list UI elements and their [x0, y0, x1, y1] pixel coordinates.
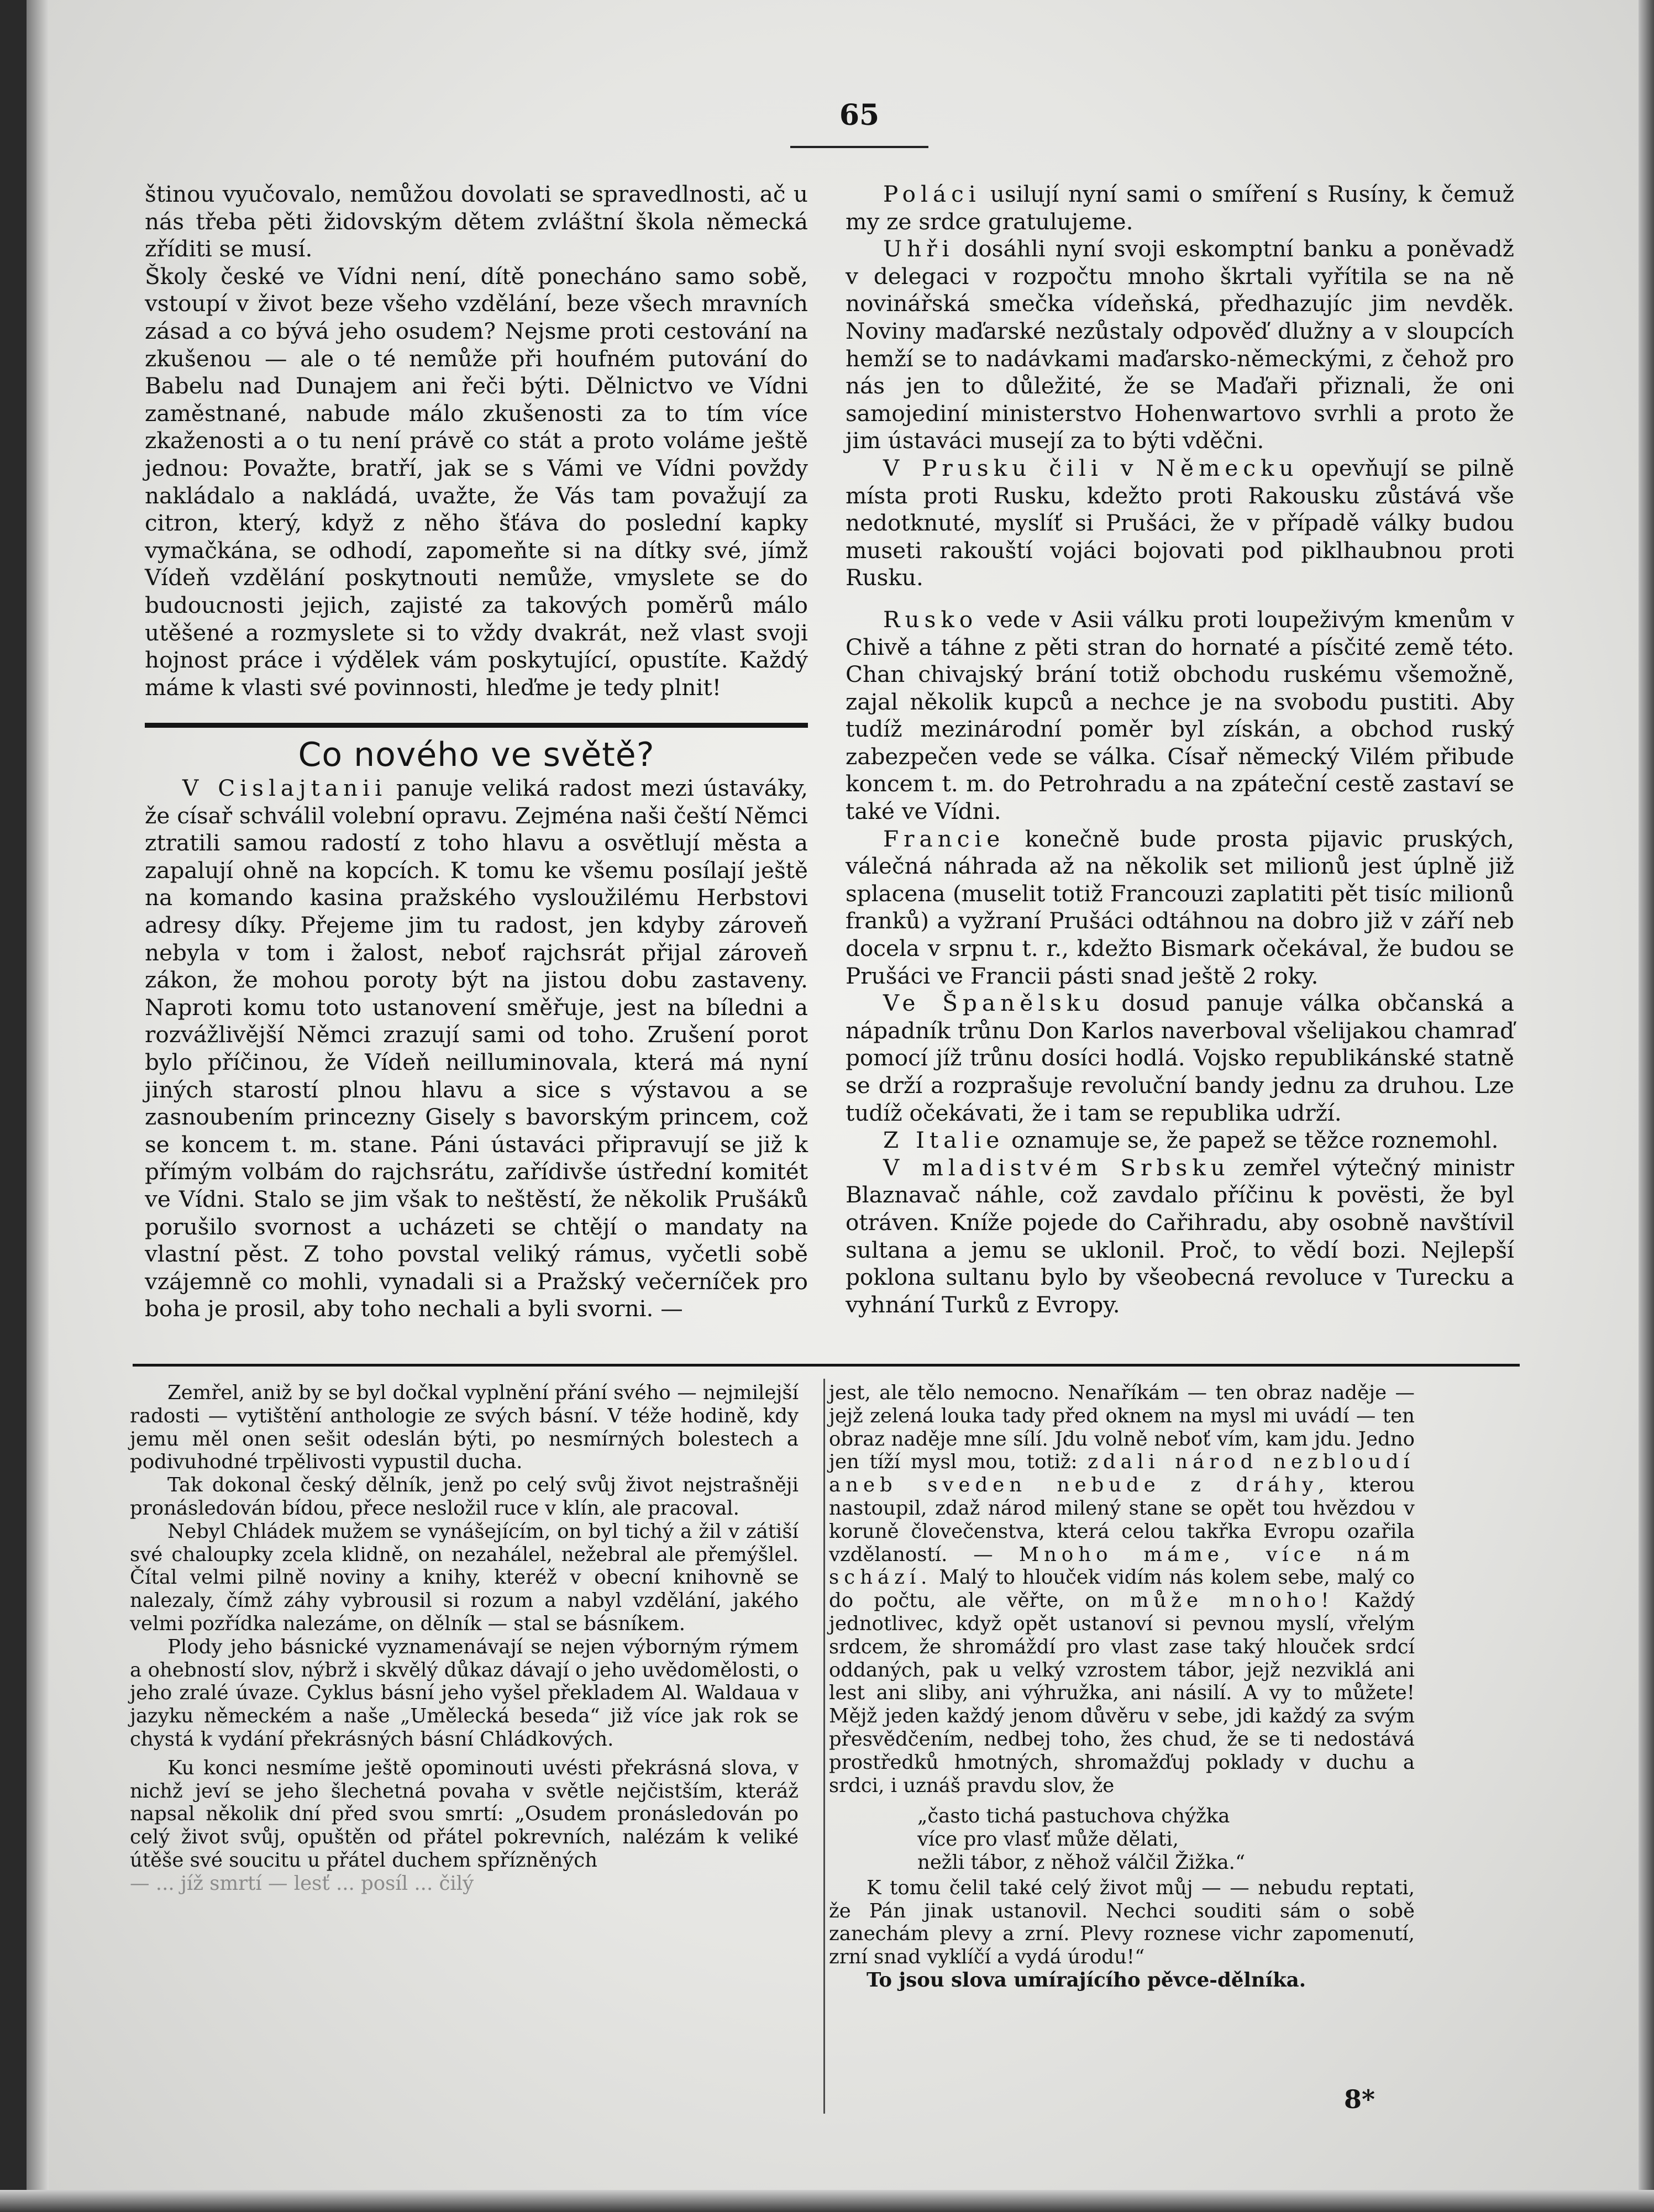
quote-emphasis: Mnoho máme, více nám schází.	[829, 1543, 1415, 1589]
news-item-text: dosud panuje válka občanská a nápadník trůnu Don Karlos naverboval všelijakou chamraď pomocí jíž trůnu dosíci hodlá. Vojsko republikánské statně se drží a rozprašuje revoluční bandy jednu za druhou. Lze tudíž očekávati, že i tam se republika udrží.	[846, 990, 1514, 1126]
news-item-label: V mladistvém Srbsku	[883, 1154, 1230, 1181]
news-item-text: oznamuje se, že papež se těžce roznemohl.	[1004, 1127, 1499, 1154]
poem-quote	[917, 1805, 1415, 1874]
quote-emphasis: může mnoho!	[1130, 1589, 1334, 1612]
news-item-uhri	[846, 235, 1514, 455]
scan-border-left	[0, 0, 27, 2212]
news-item-text: zemřel výtečný ministr Blaznavač náhle, což zavdalo příčinu k povësti, že byl otráven. Kníže pojede do Cařihradu, aby osobně navštívil sultana a jemu se uklonil. Proč, to vědí bozi. Nejlepší poklona sultanu bylo by všeobecná revoluce v Turecku a vyhnání Turků z Evropy.	[846, 1154, 1514, 1318]
obituary-left-column	[130, 1381, 799, 1895]
paragraph: Nebyl Chládek mužem se vynášejícím, on byl tichý a žil v zátiší své chaloupky zcela klidně, on nezahálel, nežebral ale přemýšlel. Čítal velmi pilně noviny a knihy, kteréž v obecní knihovně se nalezaly, čímž záhy vybrousil si rozum a nabyl vzdělání, jakého velmi pozřídka nalezáme, on dělník — stal se básníkem.	[130, 1520, 799, 1635]
paragraph: Školy české ve Vídni není, dítě ponecháno samo sobě, vstoupí v život beze všeho vzdělání, beze všech mravních zásad a co bývá jeho osudem? Nejsme proti cestování na zkušenou — ale o té nemůže při houfném putování do Babelu nad Dunajem ani řeči býti. Dělnictvo ve Vídni zaměstnané, nabude málo zkušenosti za to tím více zkaženosti a o tu není právě co stát a proto voláme ještě jednou: Považte, bratří, jak se s Vámi ve Vídni povždy nakládalo a nakládá, uvažte, že Vás tam považují za citron, který, když z něho šťáva do poslední kapky vymačkána, se odhodí, zapomeňte si na dítky své, jímž Vídeň vzdělání poskytnouti nemůže, vmyslete se do budoucnosti jejich, zajisté za takových poměrů málo utěšené a rozmyslete si to vždy dvakrát, než vlast svoji hojnost práce i výdělek vám poskytující, opustíte. Každý máme k vlasti své povinnosti, hleďme je tedy plnit!	[145, 262, 808, 701]
quote-text: Malý to hlouček vidím nás kolem sebe, malý co do počtu, ale věřte, on	[829, 1566, 1415, 1612]
quote-paragraph	[829, 1381, 1415, 1797]
page-number-rule	[790, 146, 928, 148]
closing-line: To jsou slova umírajícího pěvce-dělníka.	[867, 1968, 1306, 1992]
poem-line: nežli tábor, z něhož válčil Žižka.“	[917, 1851, 1246, 1874]
paragraph: Plody jeho básnické vyznamenávají se nejen výborným rýmem a ohebností slov, nýbrž i skvělý důkaz dávají o jeho uvědomělosti, o jeho zralé úvaze. Cyklus básní jeho vyšel překladem Al. Waldaua v jazyku německém a naše „Umělecká beseda“ již více jak rok se chystá k vydání překrásných básní Chládkových.	[130, 1635, 799, 1751]
news-item-text: dosáhli nyní svoji eskomptní banku a poněvadž v delegaci v rozpočtu mnoho škrtali vyřítila se na ně novinářská smečka vídeňská, předhazujíc jim nevděk. Noviny maďarské nezůstaly odpověď dlužny a v sloupcích hemží se to nadávkami maďarsko-německými, z čehož pro nás jen to důležité, že se Maďaři přiznali, že oni samojediní ministerstvo Hohenwartovo svrhli a proto že jim ústaváci musejí za to býti vděčni.	[846, 235, 1514, 454]
news-item-francie	[846, 826, 1514, 990]
quote-emphasis: zdali národ nezbloudí aneb sveden nebude z dráhy	[829, 1451, 1415, 1497]
news-item-label: Rusko	[883, 606, 978, 633]
news-item-text: vede v Asii válku proti loupeživým kmenům v Chivě a táhne z pěti stran do hornaté a písčité země této. Chan chivajský brání totiž obchodu ruskému všemožně, zajal několik kupců a nechce je na svobodu pustiti. Aby tudíž mezinárodní poměr byl získán, a obchod ruský zabezpečen vede se válka. Císař německý Vilém přibude koncem t. m. do Petrohradu a na zpáteční cestě zastaví se také ve Vídni.	[846, 606, 1514, 825]
paragraph: štinou vyučovalo, nemůžou dovolati se spravedlnosti, ač u nás třeba pěti židovským dětem zvláštní škola německá zříditi se musí.	[145, 181, 808, 262]
news-item-label: Poláci	[883, 181, 981, 207]
news-item-prusko	[846, 455, 1514, 592]
news-item-spanelsko	[846, 990, 1514, 1127]
news-item-text: opevňují se pilně místa proti Rusku, kdežto proti Rakousku zůstává vše nedotknuté, myslíť si Prušáci, že v případě války budou museti rakouští vojáci bojovati pod piklhaubnou proti Rusku.	[846, 454, 1514, 591]
news-item-rusko	[846, 606, 1514, 826]
news-item-label: Ve Španělsku	[883, 990, 1105, 1017]
poem-line: více pro vlasť může dělati,	[917, 1828, 1179, 1851]
paragraph: K tomu čelil také celý život můj — — nebudu reptati, že Pán jinak ustanovil. Nechci souditi sám o sobě zanechám plevy a zrní. Plevy roznese vichr zapomenutí, zrní snad vyklíčí a vydá úrodu!“	[829, 1876, 1415, 1969]
scan-shadow-left	[27, 0, 49, 2212]
left-column-article	[145, 181, 808, 701]
paragraph: Tak dokonal český dělník, jenž po celý svůj život nejstrašněji pronásledován bídou, přece nesložil ruce v klín, ale pracoval.	[130, 1474, 799, 1520]
right-column-news	[846, 181, 1514, 1318]
news-item-label: Francie	[883, 825, 1005, 852]
printer-signature-mark: 8*	[1344, 2084, 1375, 2114]
news-item-label: V Prusku čili v Německu	[883, 454, 1299, 481]
faded-line: — ... jíž smrtí — lesť ... posíl ... čilý	[130, 1872, 474, 1895]
news-item-srbsko	[846, 1154, 1514, 1319]
left-column-news	[145, 775, 808, 1323]
scan-border-bottom	[0, 2190, 1654, 2212]
quote-text: , kterou nastoupil, zdaž národ milený stane se opět tou hvězdou v koruně človečenstva, která celou takřka Evropu ozařila vzdělaností. —	[829, 1474, 1415, 1566]
news-item-polaci	[846, 181, 1514, 235]
news-item-italie	[846, 1127, 1514, 1154]
news-item-text: usilují nyní sami o smíření s Rusíny, k čemuž my ze srdce gratulujeme.	[846, 181, 1514, 235]
page-number: 65	[839, 98, 880, 132]
news-item-label: Z Italie	[883, 1127, 1005, 1154]
column-separator	[823, 1379, 825, 2114]
feuilleton-divider	[133, 1364, 1520, 1367]
scan-border-right	[1639, 0, 1654, 2212]
section-heading: Co nového ve světě?	[298, 735, 655, 774]
news-item-text: konečně bude prosta pijavic pruských, válečná náhrada až na několik set milionů jest úplně již splacena (muselit totiž Francouzi zaplatiti pět tisíc milionů franků) a vyžraní Prušáci odtáhnou na dobro již v září neb docela v srpnu t. r., kdežto Bismark očekával, že budou se Prušáci ve Francii pásti snad ještě 2 roky.	[846, 825, 1514, 989]
quote-text: Každý jednotlivec, když opět ustanoví si pevnou myslí, vřelým srdcem, že shromáždí pro vlast zase taký hlouček srdcí oddaných, pak u velký vzrostem tábor, jejž nezviklá ani lest ani sliby, ani výhružka, ani násilí. A vy to můžete! Mějž jeden každý jenom důvěru v sebe, jdi každý za svým přesvědčením, nedbej toho, žes chud, že se ti nedostává prostředků hmotných, shromažďuj poklady v duchu a srdci, i uznáš pravdu slov, že	[829, 1589, 1415, 1797]
paragraph: Zemřel, aniž by se byl dočkal vyplnění přání svého — nejmilejší radosti — vytištění anthologie ze svých básní. V téže hodině, kdy jemu měl onen sešit odeslán býti, po nesmírných bolestech a podivuhodné trpělivosti vypustil ducha.	[130, 1381, 799, 1474]
paragraph: Ku konci nesmíme ještě opominouti uvésti překrásná slova, v nichž jeví se jeho šlechetná povaha v světle nejčistším, kteráž napsal několik dní před svou smrtí: „Osudem pronásledován po celý život svůj, opuštěn od přátel pokrevních, nalézám k veliké útěše své soucitu u přátel duchem spřízněných	[130, 1756, 799, 1872]
obituary-right-column	[829, 1381, 1415, 1992]
news-item-label: Uhři	[883, 235, 954, 262]
quote-text: jest, ale tělo nemocno. Nenaříkám — ten obraz naděje — jejž zelená louka tady před oknem na mysl mi uvádí — ten obraz naděje mne sílí. Jdu volně neboť vím, kam jdu. Jedno jen tíží mysl mou, totiž:	[829, 1381, 1415, 1474]
news-item-label: V Cislajtanii	[182, 775, 387, 801]
poem-line: „často tichá pastuchova chýžka	[917, 1805, 1230, 1828]
section-divider	[145, 723, 808, 728]
news-item-cislajtanie	[145, 775, 808, 1323]
news-item-text: panuje veliká radost mezi ústaváky, že císař schválil volební opravu. Zejména naši čeští Němci ztratili samou radostí z toho hlavu a osvětlují města a zapalují ohně na kopcích. K tomu ke všemu posílají ještě na komando kasina pražského vysloužilému Herbstovi adresy díky. Přejeme jim tu radost, jen kdyby zároveň nebyla v tom i žalost, neboť rajchsrát přijal zároveň zákon, že mohou poroty být na jistou dobu zastaveny. Naproti komu toto ustanovení směřuje, jest na bíledni a rozvážlivější Němci zrazují sami od toho. Zrušení porot bylo příčinou, že Vídeň neilluminovala, která má nyní jiných starostí plnou hlavu a sice s výstavou a se zasnoubením princezny Gisely s bavorským princem, což se koncem t. m. stane. Páni ústaváci připravují se již k přímým volbám do rajchsrátu, zařídivše ústřední komitét ve Vídni. Stalo se jim však to neštěstí, že několik Prušáků porušilo svornost a ucházeti se chtějí o mandaty na vlastní pěst. Z toho povstal veliký rámus, vyčetli sobě vzájemně co mohli, vynadali si a Pražský večerníček pro boha je prosil, aby toho nechali a byli svorni. —	[145, 775, 808, 1322]
